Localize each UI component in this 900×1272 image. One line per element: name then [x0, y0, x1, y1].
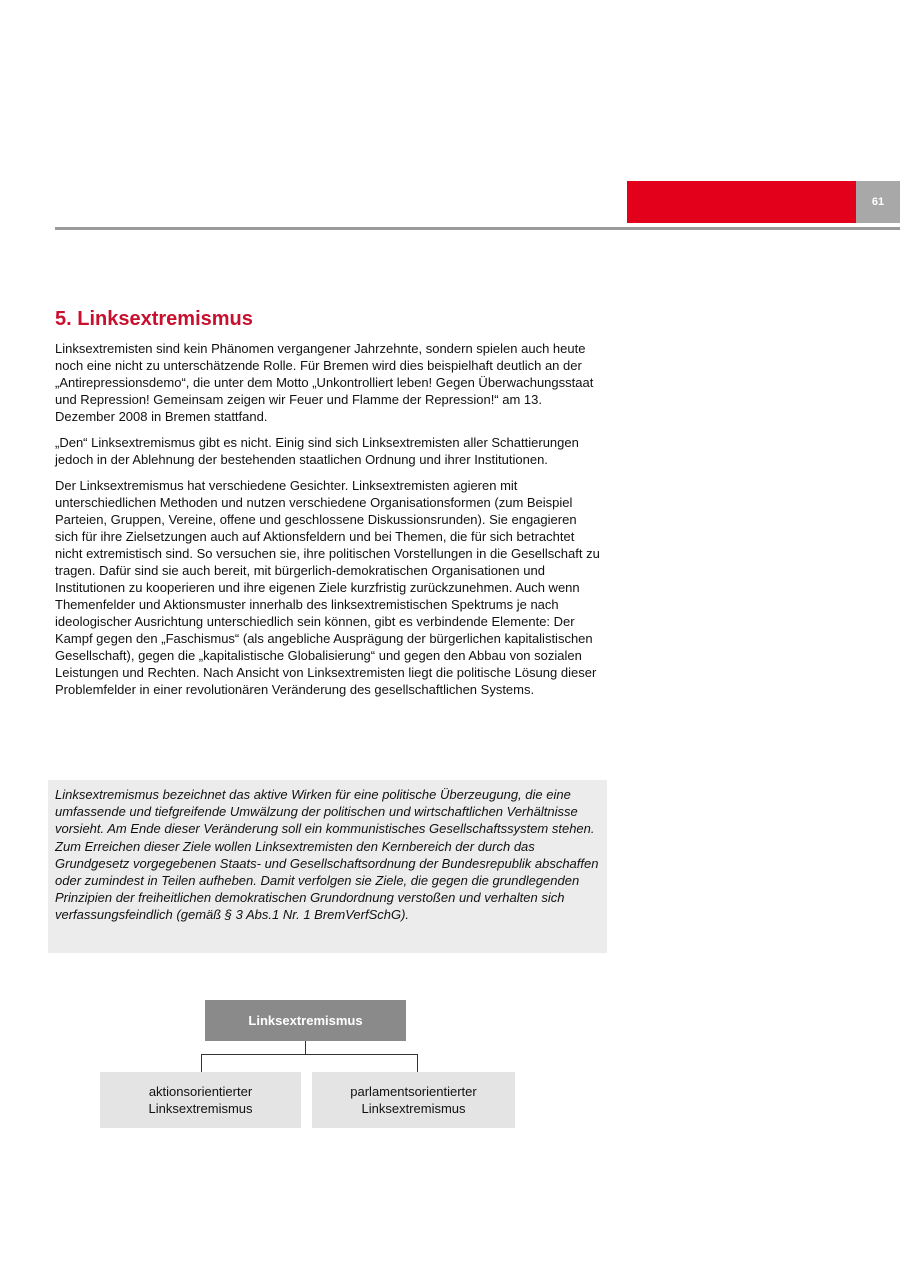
diagram-node-parliament-oriented: [312, 1072, 515, 1128]
page-number: 61: [856, 181, 900, 223]
node-label-line-1: parlamentsorientierter: [350, 1084, 477, 1099]
diagram-connector-stem: [305, 1041, 306, 1054]
paragraph-3: Der Linksextremismus hat verschiedene Gesichter. Linksextremisten agieren mit unterschiedlichen Methoden und nutzen verschiedene Organisationsformen (zum Beispiel Parteien, Gruppen, Vereine, offene und geschlossene Diskussionsrunden). Sie engagieren sich für ihre Zielsetzungen auch auf Aktionsfeldern und bei Themen, die für sich betrachtet nicht extremistisch sind. So versuchen sie, ihre politischen Vorstellungen in die Gesellschaft zu tragen. Dafür sind sie auch bereit, mit bürgerlich-demokratischen Organisationen und Institutionen zu kooperieren und ihre eigenen Ziele kurzfristig zurückzunehmen. Auch wenn Themenfelder und Aktionsmuster innerhalb des linksextremistischen Spektrums je nach ideologischer Ausrichtung unterschiedlich sein können, gibt es verbindende Elemente: Der Kampf gegen den „Faschismus“ (als angebliche Ausprägung der bürgerlichen kapitalistischen Gesellschaft), gegen die „kapitalistische Globalisierung“ und gegen den Abbau von sozialen Leistungen und Rechten. Nach Ansicht von Linksextremisten liegt die politische Lösung dieser Problemfelder in einer revolutionären Veränderung des gesellschaftlichen Systems.: [55, 478, 600, 697]
node-label-line-2: Linksextremismus: [361, 1101, 466, 1116]
node-label-line-1: aktionsorientierter: [148, 1084, 253, 1099]
section-title: 5. Linksextremismus: [55, 308, 253, 330]
header-accent-bar: [627, 181, 856, 223]
diagram-connector-right: [417, 1054, 418, 1072]
paragraph-1: Linksextremisten sind kein Phänomen vergangener Jahrzehnte, sondern spielen auch heute noch eine nicht zu unterschätzende Rolle. Für Bremen wird dies beispielhaft deutlich an der „Antirepressionsdemo“, die unter dem Motto „Unkontrolliert leben! Gegen Überwachungsstaat und Repression! Gemeinsam zeigen wir Feuer und Flamme der Repression!“ am 13. Dezember 2008 in Bremen stattfand.: [55, 341, 594, 424]
diagram-root-node: Linksextremismus: [205, 1000, 406, 1041]
paragraph-2: „Den“ Linksextremismus gibt es nicht. Einig sind sich Linksextremisten aller Schattierungen jedoch in der Ablehnung der bestehenden staatlichen Ordnung und ihrer Institutionen.: [55, 435, 579, 467]
diagram-node-action-oriented: [100, 1072, 301, 1128]
definition-text: Linksextremismus bezeichnet das aktive Wirken für eine politische Überzeugung, die eine umfassende und tiefgreifende Umwälzung der politischen und wirtschaftlichen Verhältnisse vorsieht. Am Ende dieser Veränderung soll ein kommunistisches Gesellschaftssystem stehen. Zum Erreichen dieser Ziele wollen Linksextremisten den Kernbereich der durch das Grundgesetz vorgegebenen Staats- und Gesellschaftsordnung der Bundesrepublik abschaffen oder zumindest in Teilen aufheben. Damit verfolgen sie Ziele, die gegen die grundlegenden Prinzipien der freiheitlichen demokratischen Grundordnung verstoßen und verhalten sich verfassungsfeindlich (gemäß § 3 Abs.1 Nr. 1 BremVerfSchG).: [55, 787, 599, 923]
main-content: [55, 306, 603, 707]
header-divider: [55, 227, 900, 230]
diagram-connector-left: [201, 1054, 202, 1072]
node-label-line-2: Linksextremismus: [148, 1101, 253, 1116]
definition-box: [48, 780, 607, 953]
diagram-connector-horizontal: [201, 1054, 418, 1055]
